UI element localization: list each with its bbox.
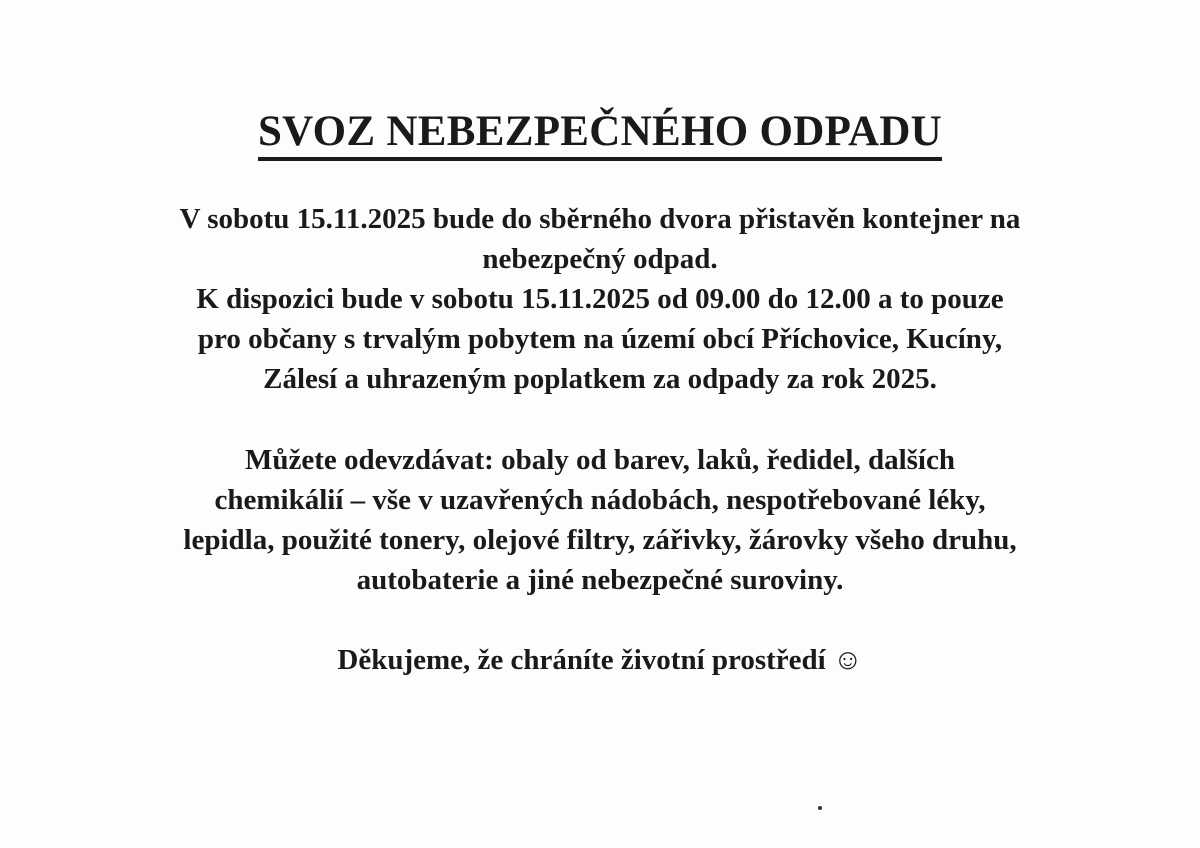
closing-paragraph xyxy=(0,640,1200,680)
accepted-items-paragraph xyxy=(0,440,1200,600)
notice-title-text: SVOZ NEBEZPEČNÉHO ODPADU xyxy=(258,107,942,161)
announcement-line: V sobotu 15.11.2025 bude do sběrného dvora přistavěn kontejner na xyxy=(179,203,1021,235)
accepted-items-line: autobaterie a jiné nebezpečné suroviny. xyxy=(356,564,844,596)
accepted-items-line: Můžete odevzdávat: obaly od barev, laků, ředidel, dalších xyxy=(245,444,955,476)
announcement-line: K dispozici bude v sobotu 15.11.2025 od 09.00 do 12.00 a to pouze xyxy=(196,283,1004,315)
notice-title xyxy=(0,106,1200,161)
announcement-line: pro občany s trvalým pobytem na území obcí Příchovice, Kucíny, xyxy=(197,323,1003,355)
closing-line: Děkujeme, že chráníte životní prostředí ☺ xyxy=(337,644,863,676)
accepted-items-line: lepidla, použité tonery, olejové filtry, zářivky, žárovky všeho druhu, xyxy=(183,524,1017,556)
scan-speck xyxy=(818,806,822,810)
announcement-paragraph xyxy=(0,199,1200,399)
accepted-items-line: chemikálií – vše v uzavřených nádobách, nespotřebované léky, xyxy=(214,484,986,516)
announcement-line: nebezpečný odpad. xyxy=(482,243,718,275)
announcement-line: Zálesí a uhrazeným poplatkem za odpady za rok 2025. xyxy=(263,363,937,395)
